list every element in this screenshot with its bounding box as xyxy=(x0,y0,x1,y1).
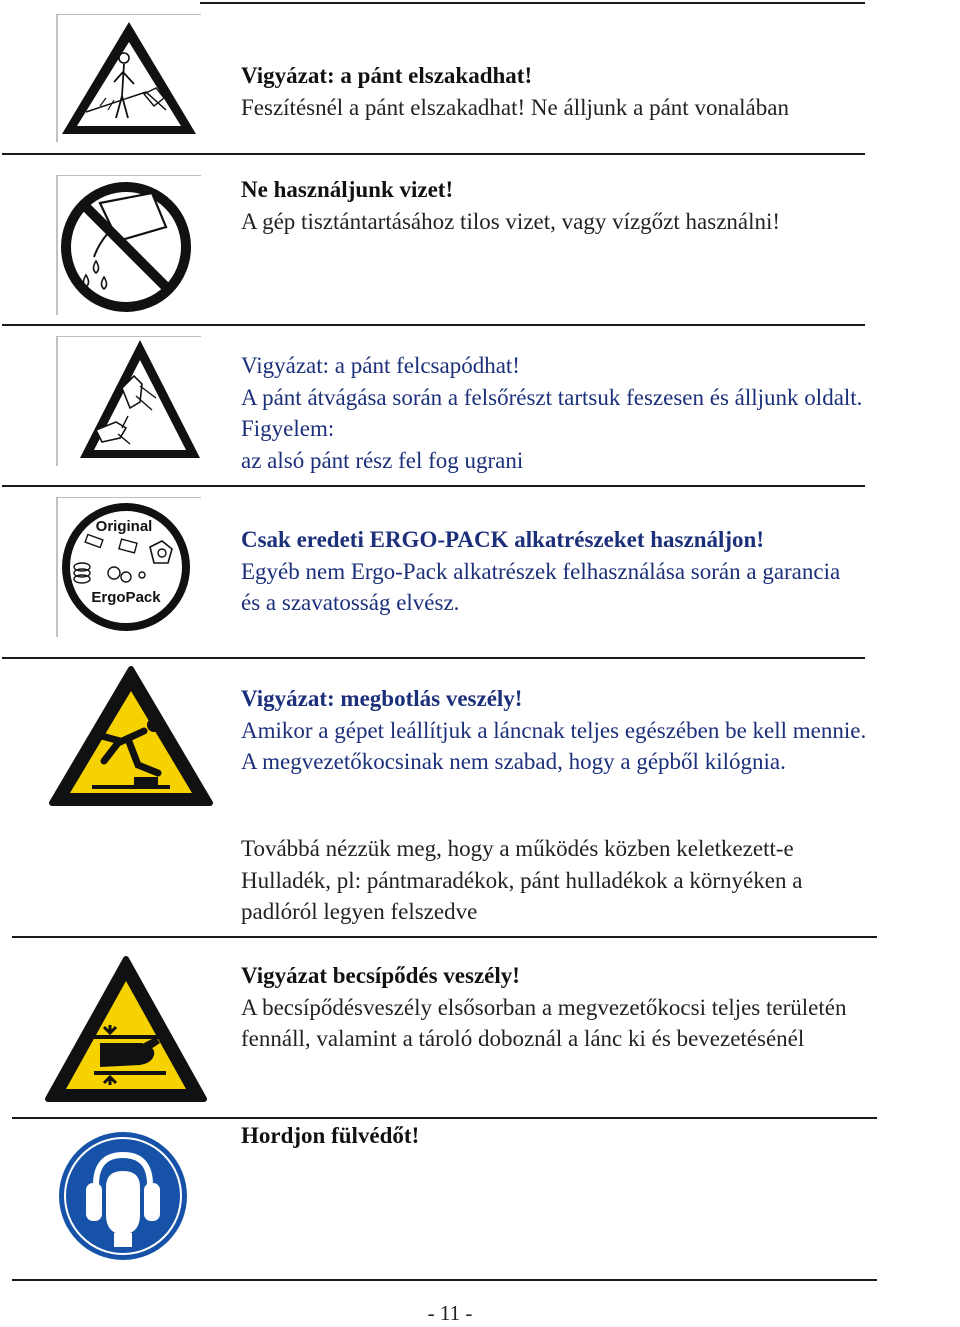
icon-label-original: Original xyxy=(95,518,153,535)
section-line: és a szavatosság elvész. xyxy=(241,590,460,615)
strap-snap-warning-icon xyxy=(56,336,202,466)
ear-protection-mandatory-icon xyxy=(56,1129,190,1263)
warning-no-water xyxy=(241,174,780,237)
warning-trip-hazard xyxy=(241,683,866,778)
original-ergopack-parts-icon xyxy=(56,497,202,637)
section-title: Vigyázat: megbotlás veszély! xyxy=(241,686,523,711)
page-number: - 11 - xyxy=(427,1301,473,1325)
section-title: Ne használjunk vizet! xyxy=(241,177,454,202)
trip-hazard-warning-icon xyxy=(48,665,214,807)
strap-break-warning-icon xyxy=(56,14,202,142)
section-line: A becsípődésveszély elsősorban a megvezetőkocsi teljes területén xyxy=(241,994,847,1020)
divider xyxy=(2,657,865,659)
section-title: Csak eredeti ERGO-PACK alkatrészeket használjon! xyxy=(241,527,764,552)
section-title: Vigyázat: a pánt elszakadhat! xyxy=(241,63,533,88)
section-line: Figyelem: xyxy=(241,416,335,441)
divider xyxy=(200,2,865,4)
section-title: Hordjon fülvédőt! xyxy=(241,1123,420,1148)
section-title: Vigyázat: a pánt felcsapódhat! xyxy=(241,353,520,378)
mandatory-ear-protection xyxy=(241,1120,419,1152)
section-line: A pánt átvágása során a felsőrészt tartsuk feszesen és álljunk oldalt. xyxy=(241,384,863,410)
divider xyxy=(2,324,865,326)
section-line: padlóról legyen felszedve xyxy=(241,899,478,924)
section-line: Továbbá nézzük meg, hogy a működés közben keletkezett-e xyxy=(241,836,794,861)
notice-original-parts xyxy=(241,524,840,619)
section-line: fennáll, valamint a tároló doboznál a lánc ki és bevezetésénél xyxy=(241,1026,805,1051)
section-line: A gép tisztántartásához tilos vizet, vagy vízgőzt használni! xyxy=(241,208,781,234)
divider xyxy=(12,936,877,938)
crush-hazard-warning-icon xyxy=(44,955,208,1103)
no-water-prohibition-icon xyxy=(56,175,202,315)
section-line: Amikor a gépet leállítjuk a láncnak teljes egészében be kell mennie. xyxy=(241,717,867,743)
warning-strap-snap xyxy=(241,350,862,476)
icon-label-ergopack: ErgoPack xyxy=(91,589,161,606)
section-line: Feszítésnél a pánt elszakadhat! Ne álljunk a pánt vonalában xyxy=(241,94,789,120)
warning-crush-hazard xyxy=(241,960,846,1055)
divider xyxy=(12,1117,877,1119)
section-line: az alsó pánt rész fel fog ugrani xyxy=(241,447,524,473)
waste-check-paragraph xyxy=(241,833,802,928)
divider xyxy=(2,485,865,487)
section-title: Vigyázat becsípődés veszély! xyxy=(241,963,520,988)
divider xyxy=(12,1279,877,1281)
section-line: Hulladék, pl: pántmaradékok, pánt hulladékok a környéken a xyxy=(241,867,803,893)
section-line: Egyéb nem Ergo-Pack alkatrészek felhasználása során a garancia xyxy=(241,558,841,584)
section-line: A megvezetőkocsinak nem szabad, hogy a gépből kilógnia. xyxy=(241,749,786,774)
warning-strap-break xyxy=(241,60,789,123)
divider xyxy=(2,153,865,155)
